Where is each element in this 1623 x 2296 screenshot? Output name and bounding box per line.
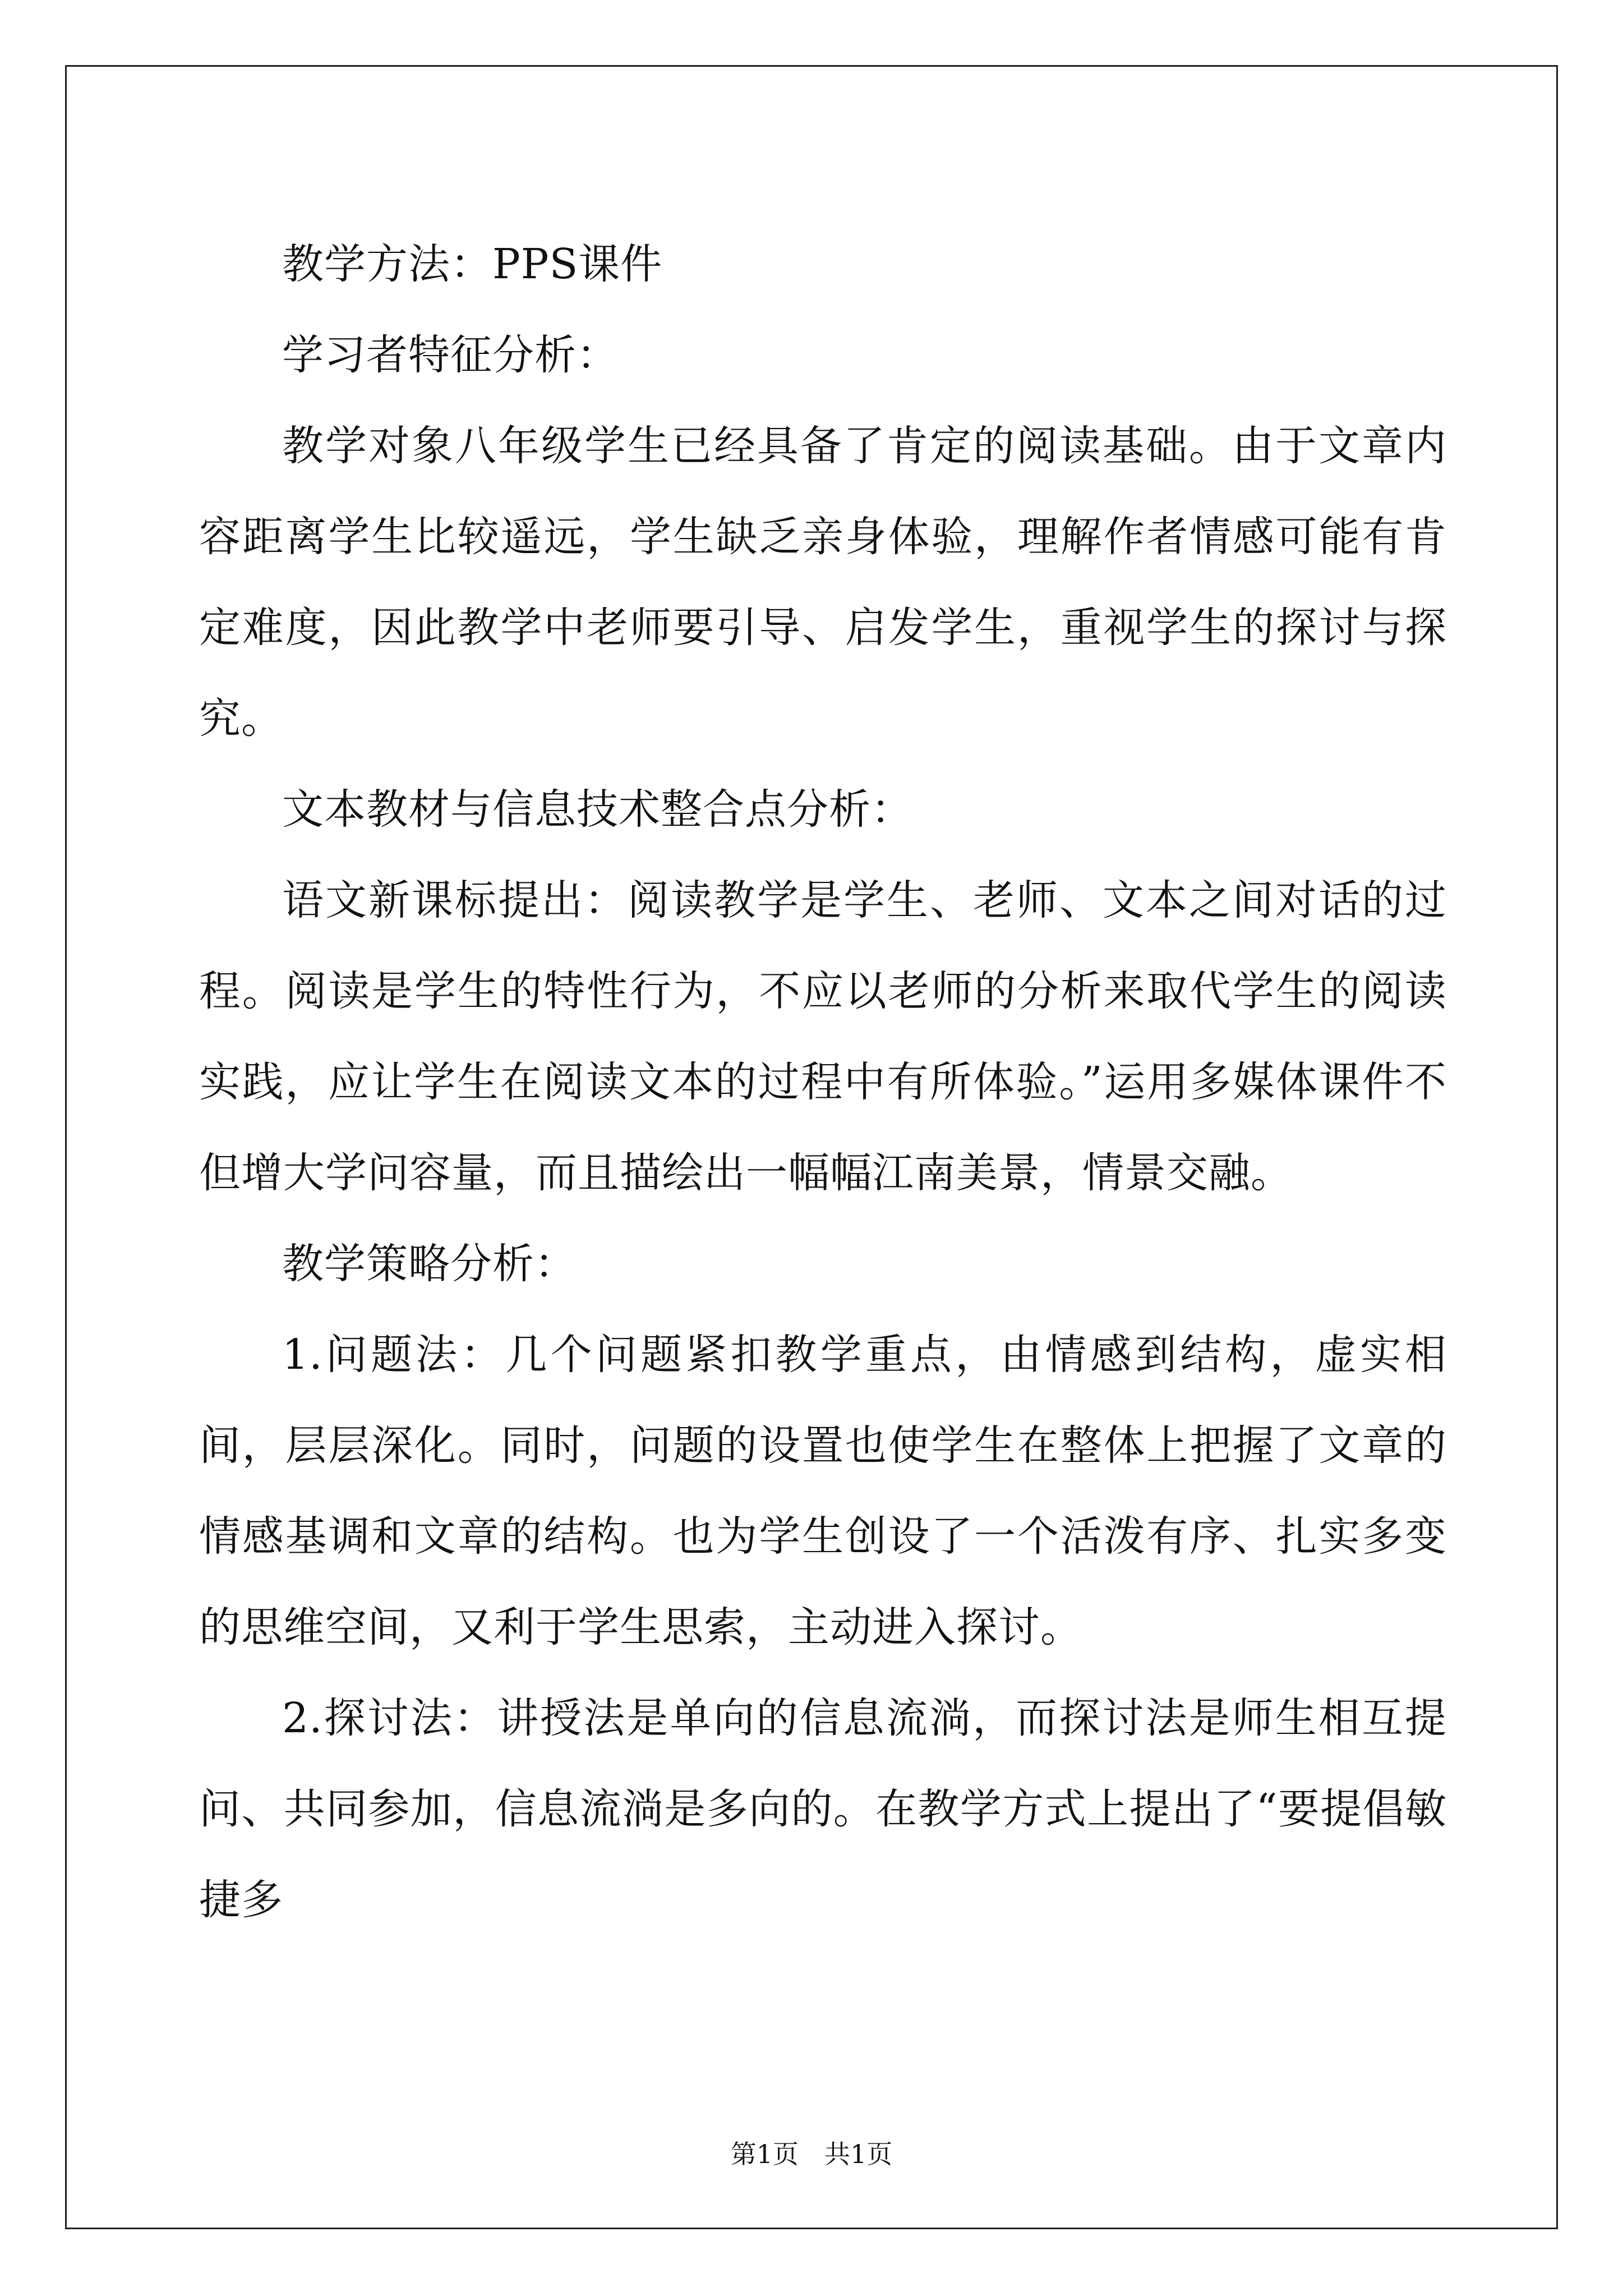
page-footer: 第1页 共1页 [730, 2139, 893, 2169]
paragraph-strategy-heading: 教学策略分析： [282, 1240, 577, 1288]
paragraph-learner-heading: 学习者特征分析： [282, 331, 619, 379]
paragraph-strategy-discussion-method: 2.探讨法：讲授法是单向的信息流淌，而探讨法是师生相互提问、共同参加，信息流淌是多向的。在教学方式上提出了“要提倡敏捷多 [199, 1694, 1447, 1924]
paragraph-integration-heading: 文本教材与信息技术整合点分析： [282, 785, 913, 834]
paragraph-learner-analysis: 教学对象八年级学生已经具备了肯定的阅读基础。由于文章内容距离学生比较遥远，学生缺乏亲身体验，理解作者情感可能有肯定难度，因此教学中老师要引导、启发学生，重视学生的探讨与探究。 [199, 422, 1447, 743]
document-body [199, 219, 1447, 1945]
paragraph-teaching-method: 教学方法：PPS课件 [282, 240, 663, 288]
paragraph-integration-analysis: 语文新课标提出：阅读教学是学生、老师、文本之间对话的过程。阅读是学生的特性行为，不应以老师的分析来取代学生的阅读实践，应让学生在阅读文本的过程中有所体验。”运用多媒体课件不但增大学问容量，而且描绘出一幅幅江南美景，情景交融。 [199, 876, 1447, 1197]
paragraph-strategy-question-method: 1.问题法：几个问题紧扣教学重点，由情感到结构，虚实相间，层层深化。同时，问题的设置也使学生在整体上把握了文章的情感基调和文章的结构。也为学生创设了一个活泼有序、扎实多变的思维空间，又利于学生思索，主动进入探讨。 [199, 1331, 1447, 1651]
